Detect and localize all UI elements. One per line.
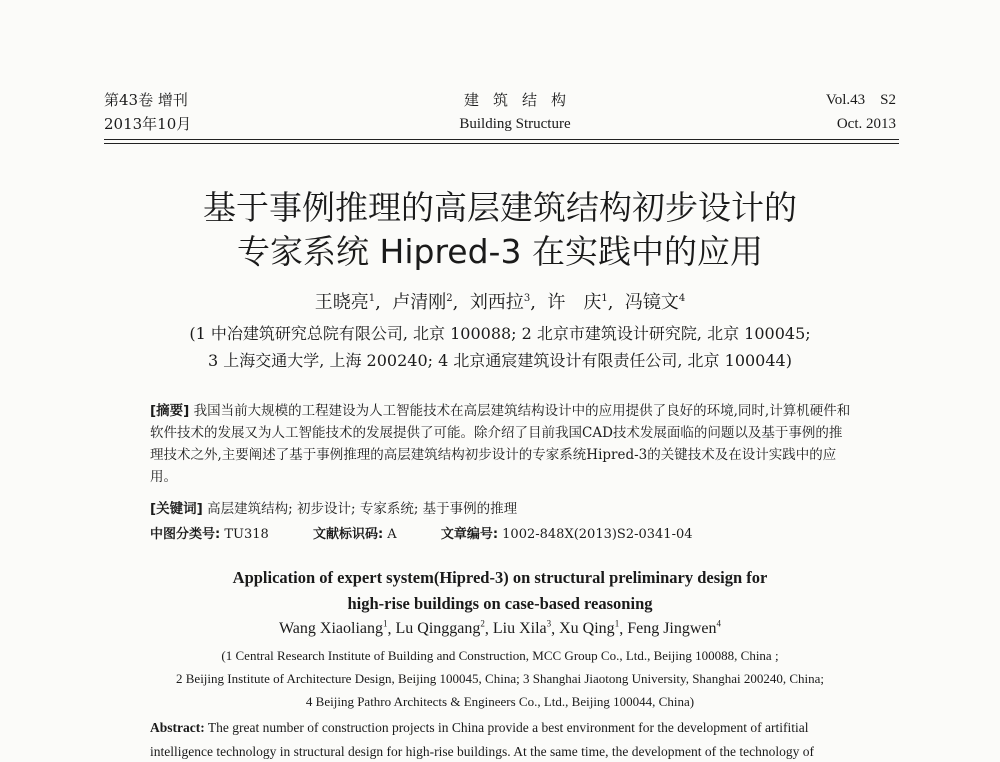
affiliations-en-line2: 2 Beijing Institute of Architecture Design, Beijing 100045, China; 3 Shanghai Jiaotong University, Shanghai 200240, China; bbox=[176, 671, 824, 686]
authors-en: Wang Xiaoliang$^1$, Lu Qinggang$^2$, Liu Xila$^3$, Xu Qing$^1$, Feng Jingwen$^4$ bbox=[278, 619, 722, 638]
abstract-cn-text: 我国当前大规模的工程建设为人工智能技术在高层建筑结构设计中的应用提供了良好的环境,同时,计算机硬件和软件技术的发展又为人工智能技术的发展提供了可能。除介绍了目前我国CAD技术发展面临的问题以及基于事例的推理技术之外,主要阐述了基于事例推理的高层建筑结构初步设计的专家系统Hipred-3的关键技术及在设计实践中的应用。 bbox=[150, 403, 851, 485]
author-en: Wang Xiaoliang$^1$ bbox=[278, 619, 388, 638]
authors-cn: 王晓亮$^1$, 卢清刚$^2$, 刘西拉$^3$, 许 庆$^1$, 冯镜文$^4$ bbox=[314, 292, 686, 313]
affiliations-en-line1: (1 Central Research Institute of Building and Construction, MCC Group Co., Ltd., Beijing 100088, China ; bbox=[221, 648, 779, 663]
abstract-en-label: Abstract: bbox=[150, 720, 205, 735]
clc-number: 中图分类号: TU318 bbox=[150, 527, 269, 542]
paper-title-line1: 基于事例推理的高层建筑结构初步设计的 bbox=[203, 188, 797, 227]
journal-name-cn: 建筑结构 bbox=[463, 91, 580, 109]
affiliations-cn-line2: 3 上海交通大学, 上海 200240; 4 北京通宸建筑设计有限责任公司, 北京 100044) bbox=[208, 351, 792, 370]
author-en: Feng Jingwen$^4$ bbox=[627, 619, 722, 638]
author-cn: 卢清刚$^2$ bbox=[392, 292, 453, 313]
affiliations-cn-line1: (1 中冶建筑研究总院有限公司, 北京 100088; 2 北京市建筑设计研究院, 北京 100045; bbox=[189, 324, 811, 343]
header-journal-name bbox=[400, 88, 630, 136]
article-number: 文章编号: 1002-848X(2013)S2-0341-04 bbox=[440, 527, 693, 542]
header-volume-en bbox=[826, 88, 896, 136]
header-date-en: Oct. 2013 bbox=[836, 116, 896, 132]
header-rule-thin bbox=[104, 143, 899, 144]
keywords-cn-text: 高层建筑结构; 初步设计; 专家系统; 基于事例的推理 bbox=[207, 501, 518, 517]
author-cn: 王晓亮$^1$ bbox=[314, 292, 376, 313]
author-cn: 冯镜文$^4$ bbox=[624, 292, 686, 313]
abstract-cn bbox=[150, 400, 855, 488]
abstract-en bbox=[150, 716, 870, 762]
journal-header bbox=[0, 88, 1000, 138]
author-en: Lu Qinggang$^2$ bbox=[395, 619, 485, 638]
author-cn: 许 庆$^1$ bbox=[547, 292, 608, 313]
header-volume-cn bbox=[104, 88, 191, 136]
author-en: Xu Qing$^1$ bbox=[559, 619, 620, 638]
keywords-cn bbox=[150, 497, 517, 517]
keywords-cn-label: [关键词] bbox=[150, 501, 203, 517]
journal-name-en: Building Structure bbox=[459, 116, 571, 132]
paper-title-en-line2: high-rise buildings on case-based reasoning bbox=[347, 594, 653, 613]
paper-title-line2: 专家系统 Hipred-3 在实践中的应用 bbox=[237, 232, 763, 271]
author-en: Liu Xila$^3$ bbox=[492, 619, 552, 638]
affiliations-en-line3: 4 Beijing Pathro Architects & Engineers Co., Ltd., Beijing 100044, China) bbox=[305, 694, 695, 709]
author-cn: 刘西拉$^3$ bbox=[469, 292, 531, 313]
classification-row bbox=[150, 523, 855, 542]
paper-title-en-line1: Application of expert system(Hipred-3) on structural preliminary design for bbox=[232, 568, 768, 587]
abstract-cn-label: [摘要] bbox=[150, 403, 190, 419]
header-rule-thick bbox=[104, 139, 899, 140]
document-code: 文献标识码: A bbox=[312, 527, 397, 542]
header-date-cn: 2013年10月 bbox=[104, 115, 192, 133]
header-vol-en: Vol.43 S2 bbox=[825, 92, 896, 108]
header-volume-issue: 第43卷 增刊 bbox=[104, 91, 188, 109]
abstract-en-text: The great number of construction projects in China provide a best environment for the development of artifitial intelligence technology in structural design for high-rise buildings. At the same time, the development of the technology of bbox=[150, 720, 814, 759]
